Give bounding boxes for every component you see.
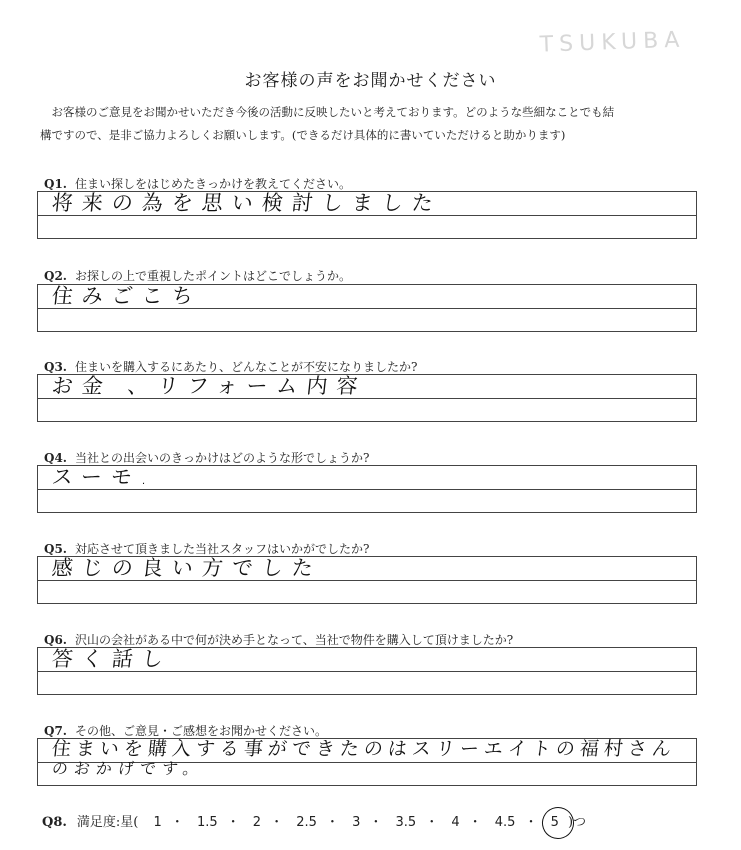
intro-text <box>40 101 705 147</box>
rating-option-5-selected[interactable]: 5 <box>550 815 559 830</box>
question-text: 住まいを購入するにあたり、どんなことが不安になりましたか? <box>74 360 418 374</box>
question-text: 住まい探しをはじめたきっかけを教えてください。 <box>74 177 351 191</box>
satisfaction-rating: Q8. 満足度:星( 1 ・ 1.5 ・ 2 ・ 2.5 ・ 3 ・ 3.5 ・ 4 ・ 4.5 ・ 5 )つ <box>42 815 587 830</box>
question-text: お探しの上で重視したポイントはどこでしょうか。 <box>74 269 351 283</box>
rating-label: 満足度:星( <box>76 815 139 830</box>
question-number: Q7. <box>44 724 67 738</box>
answer-box-3[interactable] <box>37 374 697 422</box>
rating-option-1-5[interactable]: 1.5 <box>196 815 218 830</box>
intro-line-2: 構ですので、是非ご協力よろしくお願いします。(できるだけ具体的に書いていただけると助かります) <box>40 128 566 142</box>
rating-option-4-5[interactable]: 4.5 <box>494 815 516 830</box>
rating-option-3-5[interactable]: 3.5 <box>395 815 417 830</box>
rating-suffix: )つ <box>568 815 587 830</box>
question-text: 当社との出会いのきっかけはどのような形でしょうか? <box>74 451 370 465</box>
question-number: Q8. <box>42 815 67 830</box>
handwritten-answer: 答く話し <box>50 647 174 671</box>
rating-option-4[interactable]: 4 <box>451 815 460 830</box>
rating-option-2-5[interactable]: 2.5 <box>296 815 317 830</box>
answer-box-7[interactable] <box>37 738 697 786</box>
question-text: その他、ご意見・ご感想をお聞かせください。 <box>74 724 327 738</box>
handwritten-answer: 住みごこち <box>50 284 204 308</box>
answer-box-2[interactable] <box>37 284 697 332</box>
page-title: お客様の声をお聞かせください <box>244 71 497 91</box>
rating-option-2[interactable]: 2 <box>252 815 262 830</box>
answer-box-5[interactable] <box>37 556 697 604</box>
question-number: Q3. <box>44 360 67 374</box>
answer-box-4[interactable] <box>37 465 697 513</box>
handwritten-answer: 将来の為を思い検討しました <box>50 191 444 215</box>
handwritten-answer: スーモ. <box>50 465 158 489</box>
question-text: 対応させて頂きました当社スタッフはいかがでしたか? <box>74 542 370 556</box>
question-number: Q6. <box>44 633 67 647</box>
question-number: Q4. <box>44 451 67 465</box>
handwritten-answer: 感じの良い方でした <box>50 556 324 580</box>
handwritten-answer: 住まいを購入する事ができたのはスリーエイトの福村さん <box>50 738 678 760</box>
answer-box-6[interactable] <box>37 647 697 695</box>
question-number: Q2. <box>44 269 67 283</box>
question-number: Q5. <box>44 542 67 556</box>
handwritten-answer-line-2: のおかげです。 <box>50 759 206 778</box>
rating-option-1[interactable]: 1 <box>153 815 162 830</box>
faded-stamp: TSUKUBA <box>539 27 686 58</box>
rating-option-3[interactable]: 3 <box>352 815 361 830</box>
handwritten-answer: お金 、リフォーム内容 <box>50 374 368 398</box>
question-number: Q1. <box>44 177 67 191</box>
intro-line-1: お客様のご意見をお聞かせいただき今後の活動に反映したいと考えております。どのような些細なことでも結 <box>51 105 615 119</box>
question-text: 沢山の会社がある中で何が決め手となって、当社で物件を購入して頂けましたか? <box>74 633 514 647</box>
answer-box-1[interactable] <box>37 191 697 239</box>
